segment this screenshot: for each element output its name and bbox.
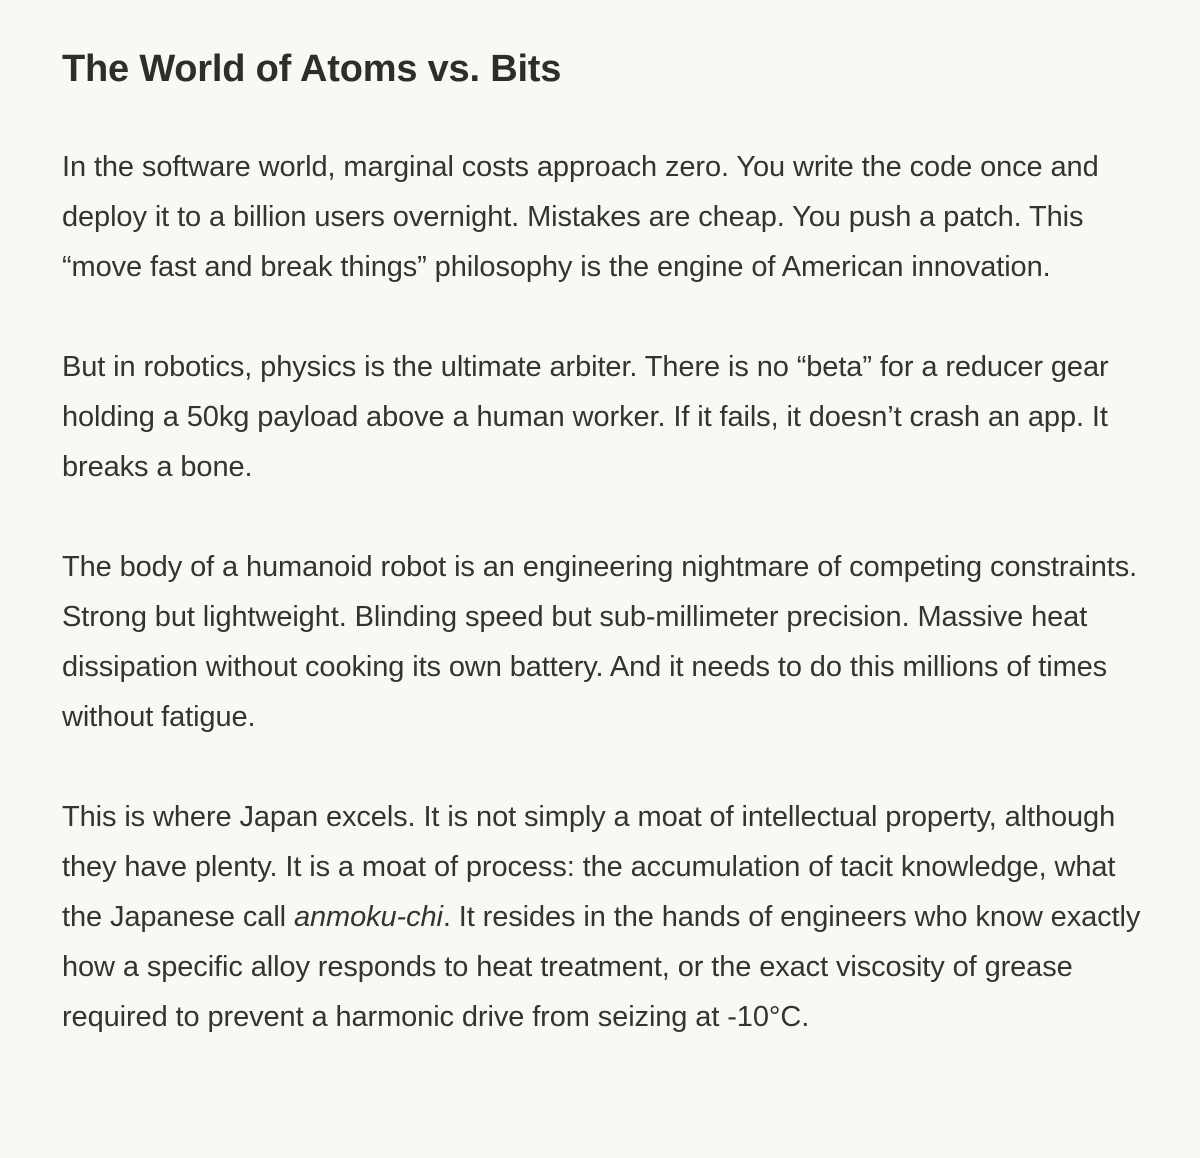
- paragraph-japan-process-text-after: . It resides in the hands of engineers who know exactly how a specific alloy responds to heat treatment, or the exact viscosity of grease required to prevent a harmonic drive from seizing at -10°C.: [62, 901, 1141, 1033]
- paragraph-robotics-physics: But in robotics, physics is the ultimate arbiter. There is no “beta” for a reducer gear holding a 50kg payload above a human worker. If it fails, it doesn’t crash an app. It breaks a bone.: [62, 351, 1109, 483]
- article-title: The World of Atoms vs. Bits: [62, 48, 562, 90]
- paragraph-japan-process-text-before: This is where Japan excels. It is not simply a moat of intellectual property, although they have plenty. It is a moat of process: the accumulation of tacit knowledge, what the Japanese call: [62, 801, 1116, 933]
- anmoku-chi-term: anmoku-chi: [293, 901, 443, 933]
- paragraph-humanoid-body: The body of a humanoid robot is an engineering nightmare of competing constraints. Strong but lightweight. Blinding speed but sub-millimeter precision. Massive heat dissipation without cooking its own battery. And it needs to do this millions of times without fatigue.: [62, 551, 1138, 733]
- paragraph-japan-process: [62, 792, 1160, 1042]
- paragraph-software-world: In the software world, marginal costs approach zero. You write the code once and deploy it to a billion users overnight. Mistakes are cheap. You push a patch. This “move fast and break things” philosophy is the engine of American innovation.: [62, 151, 1099, 283]
